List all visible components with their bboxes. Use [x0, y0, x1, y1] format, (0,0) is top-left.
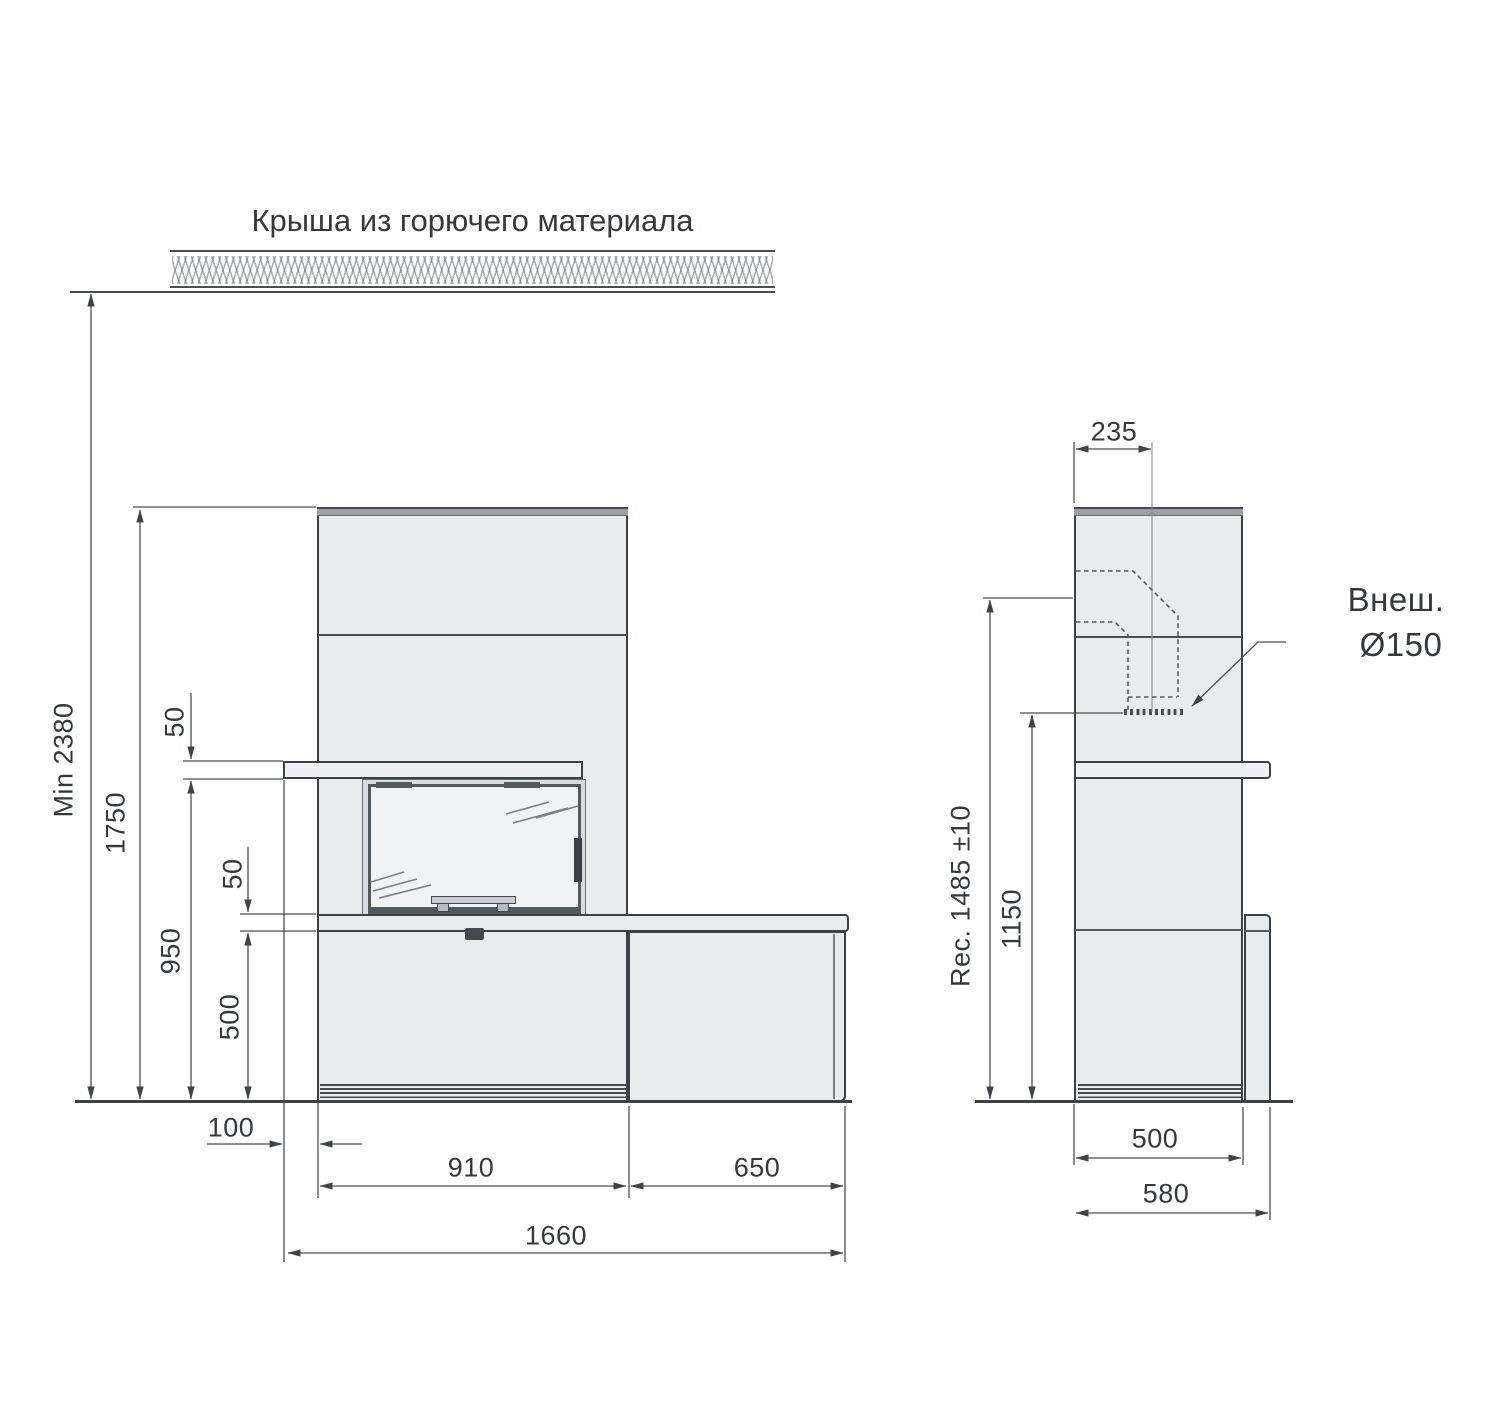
front-dimension-lines	[91, 294, 845, 1262]
dim-label-bench-height: 500	[214, 993, 245, 1041]
flue-pipe-dashed	[1076, 442, 1178, 712]
dim-label-flue-outlet-height: 1150	[996, 888, 1027, 950]
dim-label-body-width: 910	[447, 1152, 495, 1183]
side-dimension-lines	[983, 442, 1270, 1220]
dim-label-shelf-overhang: 100	[207, 1112, 255, 1143]
dim-label-flue-offset: 235	[1090, 416, 1138, 447]
dim-label-total-height: Min 2380	[48, 702, 79, 818]
dim-label-shelf-underside: 950	[155, 927, 186, 975]
dim-label-bench-width: 650	[733, 1152, 781, 1183]
dim-label-hearth-thickness: 50	[217, 858, 248, 890]
dim-label-body-depth: 500	[1131, 1123, 1179, 1154]
flue-diameter-label-line2: Ø150	[1359, 626, 1443, 663]
glass-reflections	[371, 802, 578, 898]
dim-label-body-height: 1750	[100, 791, 131, 855]
dim-label-total-depth: 580	[1142, 1178, 1190, 1209]
flue-diameter-label-line1: Внеш.	[1347, 581, 1445, 618]
dim-label-total-width: 1660	[524, 1220, 588, 1251]
flue-leader-line	[1192, 642, 1286, 706]
dim-label-recommended-height: Rec. 1485 ±10	[945, 805, 976, 987]
roof-label: Крыша из горючего материала	[251, 203, 694, 238]
dim-label-shelf-thickness: 50	[159, 706, 190, 738]
